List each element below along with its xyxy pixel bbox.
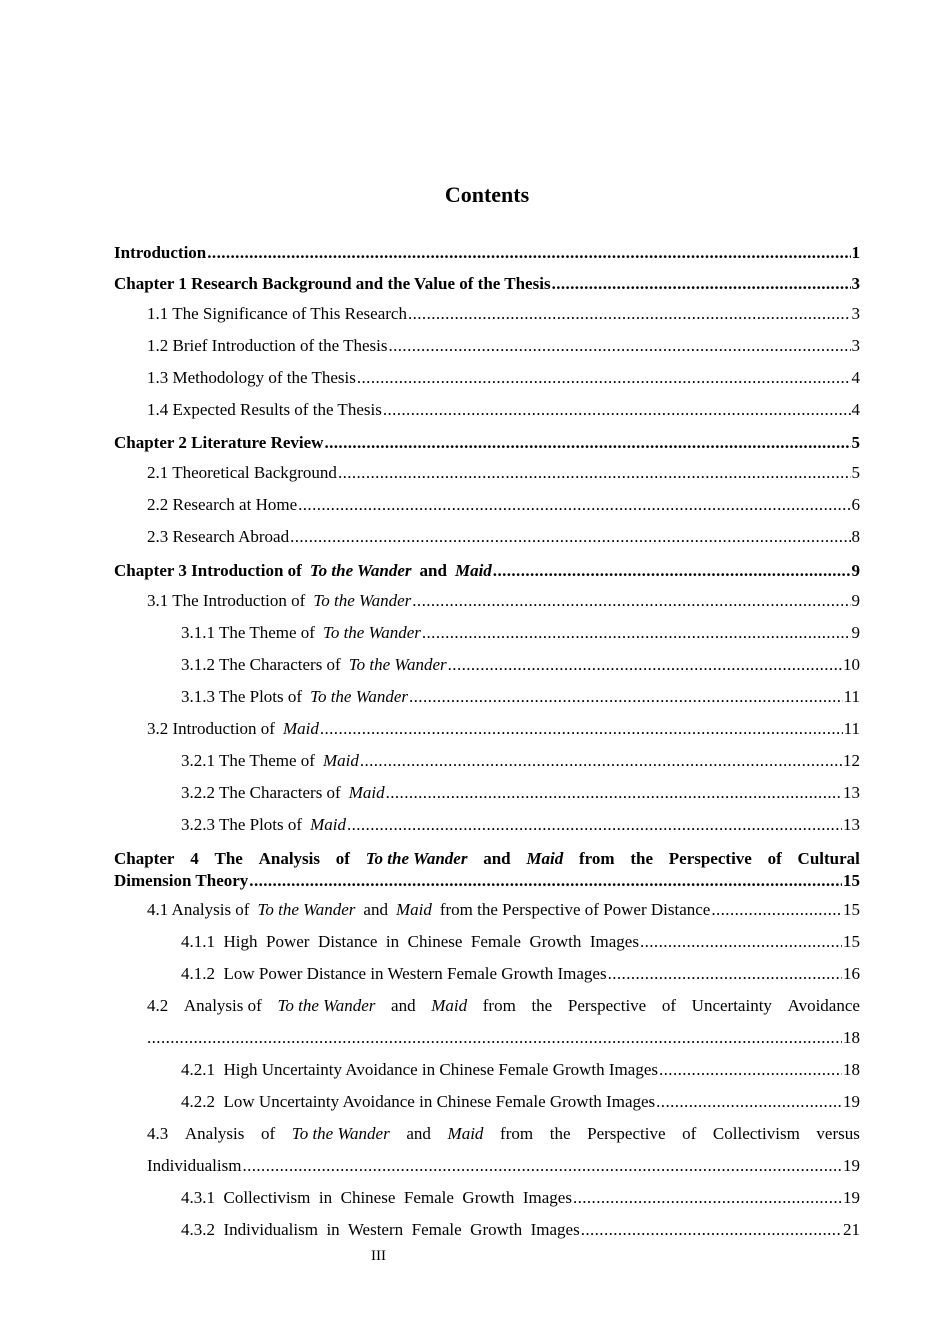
dot-leader — [357, 367, 851, 389]
dot-leader — [388, 335, 850, 357]
dot-leader — [581, 1219, 842, 1241]
toc-title: 2.1 Theoretical Background — [147, 463, 337, 482]
toc-page: 13 — [843, 815, 860, 834]
toc-entry-3-1[interactable] — [114, 590, 860, 612]
toc-page: 4 — [851, 400, 860, 419]
toc-entry-3-2-2[interactable] — [114, 782, 860, 804]
toc-title: 4.1.1 High Power Distance in Chinese Female Growth Images — [181, 932, 639, 951]
toc-title: 3.1.2 The Characters of To the Wander — [181, 655, 447, 674]
toc-title: 1.3 Methodology of the Thesis — [147, 368, 356, 387]
toc-entry-4-1[interactable] — [114, 899, 860, 921]
dot-leader — [320, 718, 843, 740]
dot-leader — [422, 622, 851, 644]
page-title: Contents — [444, 182, 530, 207]
toc-title-line-1: Chapter 4 The Analysis of To the Wander and Maid from the Perspective of Cultural — [114, 849, 860, 868]
dot-leader — [383, 399, 851, 421]
toc-title: 4.3.1 Collectivism in Chinese Female Growth Images — [181, 1188, 572, 1207]
toc-title: Chapter 2 Literature Review — [114, 433, 324, 452]
toc-entry-chapter-4[interactable] — [114, 848, 860, 892]
dot-leader — [640, 931, 842, 953]
toc-page: 19 — [843, 1092, 860, 1111]
toc-page: 13 — [843, 783, 860, 802]
toc-page: 6 — [851, 495, 860, 514]
toc-page: 4 — [851, 368, 860, 387]
toc-page: 11 — [843, 687, 860, 706]
toc-entry-3-2-3[interactable] — [114, 814, 860, 836]
dot-leader — [659, 1059, 842, 1081]
dot-leader — [448, 654, 842, 676]
toc-page: 11 — [843, 719, 860, 738]
dot-leader — [324, 432, 850, 454]
dot-leader — [493, 560, 851, 582]
toc-entry-4-2[interactable] — [114, 995, 860, 1049]
dot-leader — [347, 814, 842, 836]
toc-entry-4-2-2[interactable] — [114, 1091, 860, 1113]
toc-title: 3.1 The Introduction of To the Wander — [147, 591, 412, 610]
toc-entry-chapter-1[interactable] — [114, 273, 860, 295]
toc-title: 3.2.2 The Characters of Maid — [181, 783, 385, 802]
toc-title: 4.1.2 Low Power Distance in Western Female Growth Images — [181, 964, 607, 983]
toc-entry-1-1[interactable] — [114, 303, 860, 325]
toc-title: 2.2 Research at Home — [147, 495, 298, 514]
toc-page: 15 — [843, 932, 860, 951]
toc-entry-3-2[interactable] — [114, 718, 860, 740]
toc-title: 3.2.3 The Plots of Maid — [181, 815, 346, 834]
dot-leader — [147, 1027, 842, 1049]
toc-entry-chapter-3[interactable] — [114, 560, 860, 582]
toc-page: 5 — [851, 463, 860, 482]
toc-page: 9 — [851, 623, 860, 642]
toc-title: Chapter 3 Introduction of To the Wander and Maid — [114, 561, 492, 580]
dot-leader — [656, 1091, 842, 1113]
toc-page: 5 — [851, 433, 860, 452]
toc-page: 21 — [843, 1220, 860, 1239]
toc-page: 1 — [851, 243, 860, 262]
dot-leader — [360, 750, 842, 772]
toc-title: 4.1 Analysis of To the Wander and Maid from the Perspective of Power Distance — [147, 900, 711, 919]
toc-title: 3.1.1 The Theme of To the Wander — [181, 623, 421, 642]
toc-page: 3 — [851, 274, 860, 293]
toc-page: 12 — [843, 751, 860, 770]
toc-title: 4.3.2 Individualism in Western Female Growth Images — [181, 1220, 580, 1239]
toc-page: 3 — [851, 304, 860, 323]
toc-entry-4-3-1[interactable] — [114, 1187, 860, 1209]
toc-page: 18 — [843, 1060, 860, 1079]
toc-page: 10 — [843, 655, 860, 674]
toc-title: Chapter 1 Research Background and the Value of the Thesis — [114, 274, 551, 293]
toc-page: 19 — [843, 1156, 860, 1175]
toc-entry-3-2-1[interactable] — [114, 750, 860, 772]
toc-title: 1.2 Brief Introduction of the Thesis — [147, 336, 388, 355]
toc-page: 16 — [843, 964, 860, 983]
toc-page: 3 — [851, 336, 860, 355]
toc-page: 19 — [843, 1188, 860, 1207]
dot-leader — [552, 273, 851, 295]
toc-entry-introduction[interactable] — [114, 242, 860, 264]
dot-leader — [207, 242, 850, 264]
toc-entry-3-1-3[interactable] — [114, 686, 860, 708]
toc-page: 18 — [843, 1028, 860, 1047]
toc-entry-4-1-2[interactable] — [114, 963, 860, 985]
toc-title-line-1: 4.2 Analysis of To the Wander and Maid from the Perspective of Uncertainty Avoidance — [147, 996, 860, 1015]
toc-page: 9 — [851, 561, 860, 580]
toc-entry-4-3[interactable] — [114, 1123, 860, 1177]
toc-title: 1.4 Expected Results of the Thesis — [147, 400, 382, 419]
toc-title: 1.1 The Significance of This Research — [147, 304, 407, 323]
toc-entry-1-3[interactable] — [114, 367, 860, 389]
dot-leader — [408, 303, 851, 325]
dot-leader — [298, 494, 850, 516]
toc-entry-3-1-1[interactable] — [114, 622, 860, 644]
dot-leader — [412, 590, 850, 612]
dot-leader — [242, 1155, 842, 1177]
dot-leader — [249, 870, 842, 892]
dot-leader — [386, 782, 842, 804]
toc-title: 4.2.1 High Uncertainty Avoidance in Chinese Female Growth Images — [181, 1060, 658, 1079]
toc-title-line-2: Individualism ..... 19 — [147, 1155, 860, 1177]
dot-leader — [711, 899, 842, 921]
toc-entry-1-2[interactable] — [114, 335, 860, 357]
toc-title-line-2: Dimension Theory ..... 15 — [114, 870, 860, 892]
toc-entry-2-3[interactable] — [114, 526, 860, 548]
toc-title: Introduction — [114, 243, 207, 262]
dot-leader — [608, 963, 842, 985]
toc-page: 8 — [851, 527, 860, 546]
dot-leader — [573, 1187, 842, 1209]
toc-entry-2-1[interactable] — [114, 462, 860, 484]
toc-title-line-2 — [147, 1027, 860, 1049]
toc-entry-4-2-1[interactable] — [114, 1059, 860, 1081]
dot-leader — [338, 462, 851, 484]
toc-entry-chapter-2[interactable] — [114, 432, 860, 454]
toc-page: 9 — [851, 591, 860, 610]
toc-entry-3-1-2[interactable] — [114, 654, 860, 676]
toc-title: 4.2.2 Low Uncertainty Avoidance in Chinese Female Growth Images — [181, 1092, 656, 1111]
toc-entry-4-1-1[interactable] — [114, 931, 860, 953]
dot-leader — [409, 686, 843, 708]
page-number: III — [371, 1248, 386, 1264]
table-of-contents — [114, 240, 860, 1241]
toc-title: 2.3 Research Abroad — [147, 527, 290, 546]
toc-entry-4-3-2[interactable] — [114, 1219, 860, 1241]
toc-title-line-1: 4.3 Analysis of To the Wander and Maid from the Perspective of Collectivism versus — [147, 1124, 860, 1143]
dot-leader — [290, 526, 850, 548]
toc-page: 15 — [843, 900, 860, 919]
toc-title: 3.2 Introduction of Maid — [147, 719, 319, 738]
toc-page: 15 — [843, 871, 860, 890]
toc-entry-1-4[interactable] — [114, 399, 860, 421]
toc-title: 3.1.3 The Plots of To the Wander — [181, 687, 408, 706]
toc-title: 3.2.1 The Theme of Maid — [181, 751, 359, 770]
toc-entry-2-2[interactable] — [114, 494, 860, 516]
